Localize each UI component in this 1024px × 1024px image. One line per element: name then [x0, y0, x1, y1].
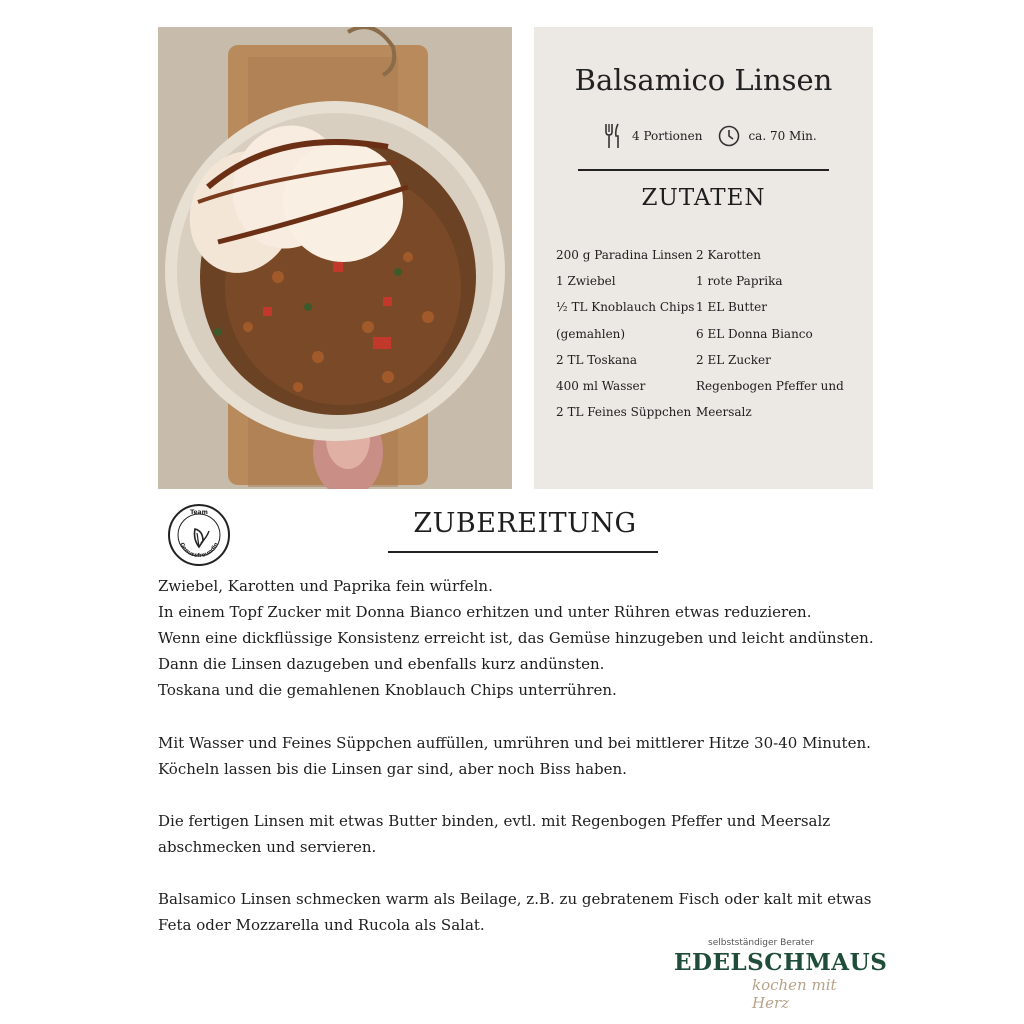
ingredient-item: 6 EL Donna Bianco [696, 326, 813, 341]
step-line: Die fertigen Linsen mit etwas Butter binden, evtl. mit Regenbogen Pfeffer und Meersalz [158, 811, 831, 830]
paragraph-gap [158, 703, 878, 729]
recipe-photo [158, 27, 512, 489]
brand-name: EDELSCHMAUS [674, 949, 888, 976]
step-line: In einem Topf Zucker mit Donna Bianco erhitzen und unter Rühren etwas reduzieren. [158, 603, 812, 622]
cutlery-icon [604, 122, 622, 150]
recipe-card [534, 27, 873, 489]
paragraph-gap [158, 860, 878, 886]
ingredient-item: 200 g Paradina Linsen [556, 248, 693, 262]
step-line: Köcheln lassen bis die Linsen gar sind, aber noch Biss haben. [158, 759, 627, 778]
team-badge [167, 503, 231, 567]
ingredient-item: 2 TL Feines Süppchen [556, 405, 692, 420]
ingredient-item: Regenbogen Pfeffer und [696, 378, 844, 393]
lentil-bowl-illustration [158, 27, 512, 489]
brand-tagline: kochen mit Herz [752, 976, 837, 1012]
clock-icon [718, 125, 740, 147]
badge-top-text: Team [190, 509, 208, 516]
step-line: Toskana und die gemahlenen Knoblauch Chips unterrühren. [158, 681, 617, 700]
step-line: Zwiebel, Karotten und Paprika fein würfeln. [158, 577, 493, 595]
recipe-title: Balsamico Linsen [574, 63, 833, 97]
step-line: Feta oder Mozzarella und Rucola als Salat. [158, 916, 485, 935]
step-line: Balsamico Linsen schmecken warm als Beilage, z.B. zu gebratenem Fisch oder kalt mit etwas [158, 890, 872, 909]
paragraph-gap [158, 782, 878, 808]
badge-ring-text: Genussfreundin [178, 541, 220, 560]
ingredients-title: ZUTATEN [641, 185, 766, 211]
brand-logo [668, 936, 888, 1012]
preparation-divider [388, 551, 658, 553]
step-line: Wenn eine dickflüssige Konsistenz erreicht ist, das Gemüse hinzugeben und leicht andünsten. [158, 629, 874, 648]
brand-subtitle: selbstständiger Berater [708, 938, 814, 948]
ingredient-item: Meersalz [696, 405, 752, 420]
preparation-title: ZUBEREITUNG [413, 508, 637, 539]
ingredient-item: ½ TL Knoblauch Chips [556, 300, 695, 315]
ingredient-item: 2 Karotten [696, 248, 762, 262]
ingredient-item: 400 ml Wasser [556, 378, 646, 393]
preparation-steps [158, 573, 878, 938]
ingredients-right-column [696, 242, 844, 425]
ingredient-item: 1 EL Butter [696, 300, 768, 315]
step-line: abschmecken und servieren. [158, 837, 377, 856]
step-line: Dann die Linsen dazugeben und ebenfalls kurz andünsten. [158, 655, 605, 674]
ingredient-item: 2 EL Zucker [696, 352, 771, 367]
time-label: ca. 70 Min. [748, 129, 817, 143]
step-line: Mit Wasser und Feines Süppchen auffüllen, umrühren und bei mittlerer Hitze 30-40 Minuten. [158, 733, 871, 752]
ingredient-item: 2 TL Toskana [556, 352, 637, 367]
recipe-meta [604, 122, 817, 150]
card-divider [578, 169, 829, 171]
ingredients-left-column [556, 242, 694, 425]
ingredient-item: (gemahlen) [556, 326, 626, 341]
portions-label: 4 Portionen [632, 129, 703, 143]
ingredient-item: 1 Zwiebel [556, 274, 616, 289]
ingredient-item: 1 rote Paprika [696, 274, 783, 289]
